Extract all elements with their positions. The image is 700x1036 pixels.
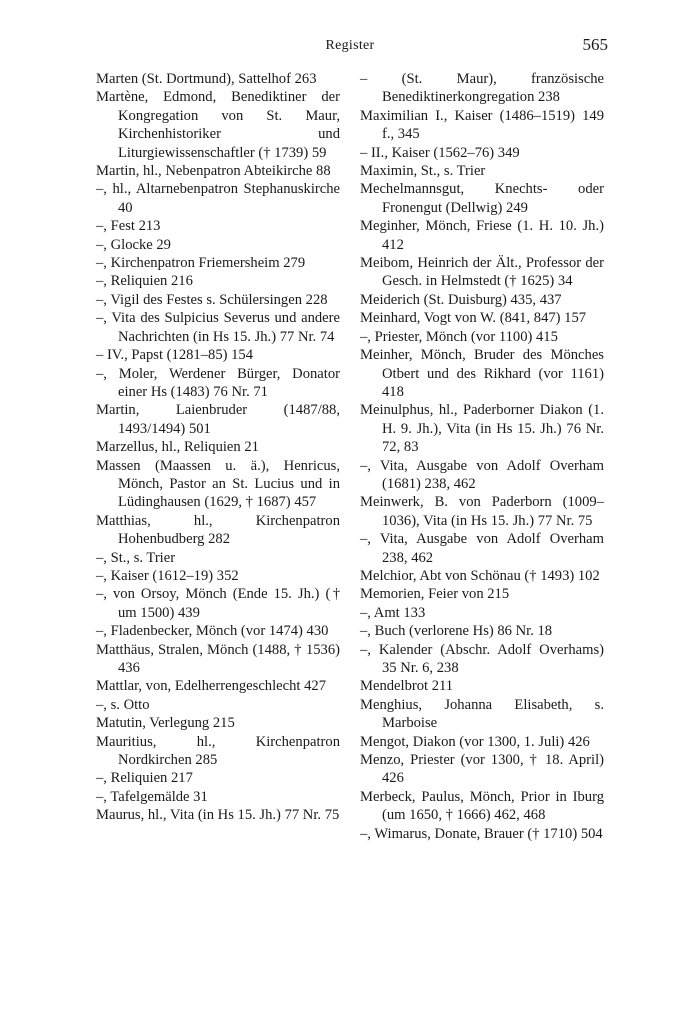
index-entry: Memorien, Feier von 215 [360, 586, 510, 603]
index-entry: –, Fladenbecker, Mönch (vor 1474) 430 [96, 623, 329, 640]
page-number: 565 [582, 35, 608, 54]
running-header: Register [325, 38, 375, 53]
index-entry: Martin, hl., Nebenpatron Abteikirche 88 [96, 163, 331, 180]
index-entry: Mengot, Diakon (vor 1300, 1. Juli) 426 [360, 733, 590, 750]
index-entry: Menzo, Priester (vor 1300, † 18. April) 426 [360, 752, 604, 787]
index-entry: –, St., s. Trier [96, 549, 176, 566]
index-entry: –, hl., Altarnebenpatron Stephanuskirche 40 [96, 181, 340, 216]
index-entry: Marzellus, hl., Reliquien 21 [96, 439, 259, 456]
index-entry: Melchior, Abt von Schönau († 1493) 102 [360, 567, 600, 584]
index-entry: Matthäus, Stralen, Mönch (1488, † 1536) 436 [96, 641, 340, 676]
index-entry: –, Priester, Mönch (vor 1100) 415 [360, 328, 558, 345]
index-entry: –, Reliquien 217 [96, 770, 193, 787]
index-entry: –, s. Otto [96, 696, 150, 713]
index-entry: –, Kirchenpatron Friemersheim 279 [96, 255, 306, 272]
index-entry: Meinulphus, hl., Paderborner Diakon (1. H. 9. Jh.), Vita (in Hs 15. Jh.) 76 Nr. 72, 83 [360, 402, 604, 456]
index-entry: –, Tafelgemälde 31 [96, 788, 208, 805]
index-entry: –, Kaiser (1612–19) 352 [96, 567, 239, 584]
index-entry: Marten (St. Dortmund), Sattelhof 263 [96, 71, 317, 87]
index-entry: –, Vita, Ausgabe von Adolf Overham 238, 462 [360, 531, 604, 566]
index-entry: –, von Orsoy, Mönch (Ende 15. Jh.) († um 1500) 439 [96, 586, 340, 621]
index-entry: Mechelmannsgut, Knechts- oder Fronengut (Dellwig) 249 [360, 181, 604, 216]
index-entry: – (St. Maur), französische Benediktinerkongregation 238 [360, 71, 604, 106]
index-entry: Maurus, hl., Vita (in Hs 15. Jh.) 77 Nr. 75 [96, 807, 340, 824]
index-entry: Mattlar, von, Edelherrengeschlecht 427 [96, 678, 326, 695]
index-entry: –, Buch (verlorene Hs) 86 Nr. 18 [360, 623, 553, 640]
index-entry: Meinher, Mönch, Bruder des Mönches Otbert und des Rikhard (vor 1161) 418 [360, 347, 604, 400]
index-entry: – II., Kaiser (1562–76) 349 [360, 144, 520, 161]
index-entry: Matthias, hl., Kirchenpatron Hohenbudberg 282 [96, 512, 340, 548]
index-entry: –, Kalender (Abschr. Adolf Overhams) 35 Nr. 6, 238 [360, 641, 604, 676]
index-entry: Meginher, Mönch, Friese (1. H. 10. Jh.) 412 [360, 218, 604, 253]
index-entry: Maximilian I., Kaiser (1486–1519) 149 f., 345 [360, 107, 604, 143]
index-entry: Martin, Laienbruder (1487/88, 1493/1494) 501 [96, 402, 340, 437]
index-entry: Meibom, Heinrich der Ält., Professor der Gesch. in Helmstedt († 1625) 34 [360, 255, 604, 290]
index-entry: Martène, Edmond, Benediktiner der Kongregation von St. Maur, Kirchenhistoriker und Liturgiewissenschaftler († 1739) 59 [96, 89, 340, 161]
index-entry: Meiderich (St. Duisburg) 435, 437 [360, 291, 562, 308]
index-column-left [96, 70, 340, 825]
index-column-right [360, 70, 604, 843]
index-entry: –, Reliquien 216 [96, 273, 193, 290]
index-entry: Meinhard, Vogt von W. (841, 847) 157 [360, 310, 587, 327]
index-entry: –, Moler, Werdener Bürger, Donator einer Hs (1483) 76 Nr. 71 [96, 365, 340, 400]
index-entry: Massen (Maassen u. ä.), Henricus, Mönch, Pastor an St. Lucius und in Lüdinghausen (1629, † 1687) 457 [96, 457, 340, 511]
index-entry: – IV., Papst (1281–85) 154 [96, 347, 254, 364]
index-entry: Menghius, Johanna Elisabeth, s. Marboise [360, 696, 604, 732]
index-entry: –, Glocke 29 [96, 236, 171, 253]
index-entry: –, Vita des Sulpicius Severus und andere Nachrichten (in Hs 15. Jh.) 77 Nr. 74 [96, 310, 340, 345]
index-entry: Mauritius, hl., Kirchenpatron Nordkirchen 285 [96, 733, 340, 769]
index-entry: Merbeck, Paulus, Mönch, Prior in Iburg (um 1650, † 1666) 462, 468 [360, 788, 604, 824]
index-entry: Maximin, St., s. Trier [360, 163, 486, 180]
index-entry: Meinwerk, B. von Paderborn (1009–1036), Vita (in Hs 15. Jh.) 77 Nr. 75 [360, 494, 604, 529]
index-entry: –, Wimarus, Donate, Brauer († 1710) 504 [360, 825, 603, 842]
index-entry: –, Vigil des Festes s. Schülersingen 228 [96, 291, 328, 308]
index-entry: –, Vita, Ausgabe von Adolf Overham (1681) 238, 462 [360, 457, 604, 492]
index-entry: –, Fest 213 [96, 218, 161, 235]
index-entry: –, Amt 133 [360, 604, 426, 621]
index-entry: Mendelbrot 211 [360, 678, 454, 695]
index-entry: Matutin, Verlegung 215 [96, 715, 235, 732]
